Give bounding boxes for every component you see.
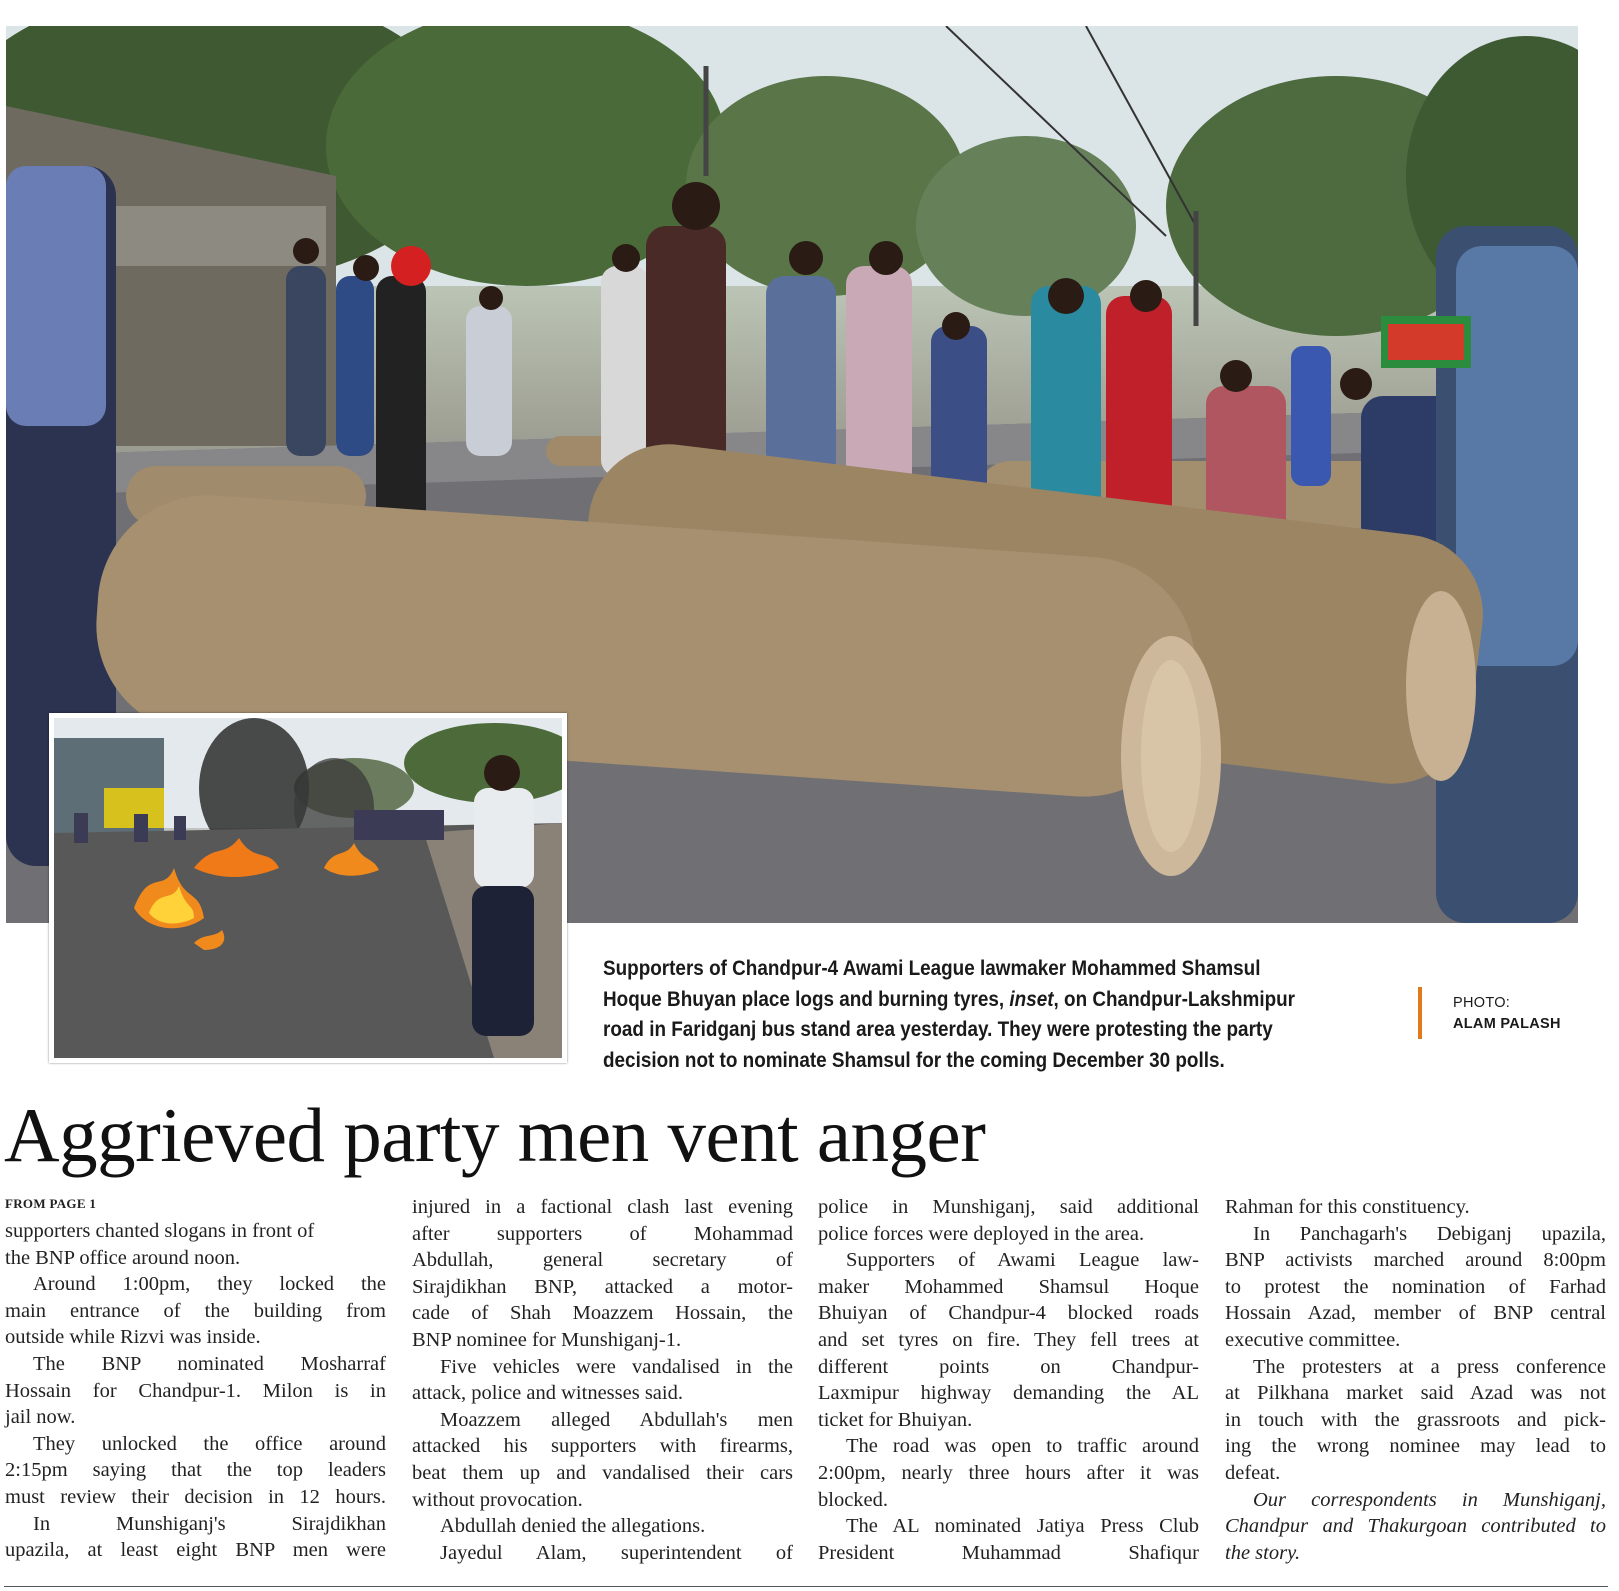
contributors-line: the story.	[1225, 1541, 1301, 1564]
caption-line: Supporters of Chandpur-4 Awami League lawmaker Mohammed Shamsul	[603, 957, 1261, 980]
text-line: executive committee.	[1225, 1328, 1401, 1351]
text-line: to protest the nomination of Farhad	[1225, 1275, 1606, 1298]
caption-text: , on Chandpur-Lakshmipur	[1053, 987, 1296, 1011]
credit-label: PHOTO:	[1453, 995, 1511, 1011]
text-line: supporters chanted slogans in front of	[5, 1220, 315, 1242]
text-line: outside while Rizvi was inside.	[5, 1326, 261, 1349]
caption-line: decision not to nominate Shamsul for the coming December 30 polls.	[603, 1048, 1225, 1072]
article-column-4	[1225, 1194, 1606, 1566]
text-line: different points on Chandpur-	[818, 1355, 1199, 1378]
article-column-2	[412, 1194, 793, 1566]
text-line: The BNP nominated Mosharraf	[33, 1352, 386, 1375]
text-line: BNP activists marched around 8:00pm	[1225, 1249, 1606, 1272]
contributors-line: Our correspondents in Munshiganj,	[1253, 1488, 1606, 1511]
text-line: 2:00pm, nearly three hours after it was	[818, 1461, 1199, 1484]
text-line: must review their decision in 12 hours.	[5, 1485, 386, 1508]
caption-text: Hoque Bhuyan place logs and burning tyres,	[603, 987, 1010, 1011]
text-line: The protesters at a press conference	[1253, 1355, 1606, 1378]
text-line: jail now.	[5, 1406, 76, 1429]
text-line: They unlocked the office around	[33, 1432, 386, 1455]
text-line: upazila, at least eight BNP men were	[5, 1539, 386, 1562]
credit-accent-bar	[1418, 987, 1422, 1039]
burning-tyres-illustration	[54, 718, 562, 1058]
text-line: at Pilkhana market said Azad was not	[1225, 1382, 1606, 1405]
text-line: ticket for Bhuiyan.	[818, 1408, 973, 1431]
text-line: In Munshiganj's Sirajdikhan	[33, 1512, 386, 1535]
text-line: police forces were deployed in the area.	[818, 1222, 1145, 1245]
text-line: cade of Shah Moazzem Hossain, the	[412, 1302, 793, 1325]
credit-name: ALAM PALASH	[1453, 1016, 1561, 1032]
text-line: In Panchagarh's Debiganj upazila,	[1253, 1222, 1606, 1245]
text-line: Hossain for Chandpur-1. Milon is in	[5, 1379, 386, 1402]
inset-photo	[49, 713, 567, 1063]
text-line: Jayedul Alam, superintendent of	[440, 1541, 793, 1564]
caption-line	[603, 985, 1314, 1016]
burning-tyres-photo	[54, 718, 562, 1058]
contributors-line: Chandpur and Thakurgoan contributed to	[1225, 1515, 1606, 1538]
text-line: Sirajdikhan BNP, attacked a motor-	[412, 1275, 793, 1298]
text-line: after supporters of Mohammad	[412, 1222, 793, 1245]
text-line: blocked.	[818, 1488, 889, 1511]
text-line: Hossain Azad, member of BNP central	[1225, 1302, 1606, 1325]
text-line: The AL nominated Jatiya Press Club	[846, 1515, 1199, 1538]
text-line: attack, police and witnesses said.	[412, 1382, 683, 1405]
text-line: 2:15pm saying that the top leaders	[5, 1459, 386, 1482]
text-line: Five vehicles were vandalised in the	[440, 1355, 793, 1378]
text-line: main entrance of the building from	[5, 1299, 386, 1322]
text-line: defeat.	[1225, 1461, 1281, 1484]
continuation-kicker: FROM PAGE 1	[5, 1196, 97, 1211]
article-column-3	[818, 1194, 1199, 1566]
headline: Aggrieved party men vent anger	[4, 1092, 986, 1178]
text-line: beat them up and vandalised their cars	[412, 1461, 793, 1484]
text-line: the BNP office around noon.	[5, 1246, 241, 1269]
article-column-1	[5, 1218, 386, 1564]
text-line: BNP nominee for Munshiganj-1.	[412, 1328, 682, 1351]
text-line: police in Munshiganj, said additional	[818, 1196, 1199, 1218]
photo-credit	[1453, 993, 1561, 1035]
text-line: Abdullah denied the allegations.	[440, 1515, 706, 1538]
text-line: injured in a factional clash last evening	[412, 1196, 793, 1218]
text-line: maker Mohammed Shamsul Hoque	[818, 1275, 1199, 1298]
text-line: Around 1:00pm, they locked the	[33, 1273, 386, 1296]
text-line: Abdullah, general secretary of	[412, 1249, 793, 1272]
caption-inset-word: inset	[1009, 987, 1054, 1011]
text-line: Supporters of Awami League law-	[846, 1249, 1199, 1272]
text-line: attacked his supporters with firearms,	[412, 1435, 793, 1458]
text-line: Moazzem alleged Abdullah's men	[440, 1408, 793, 1431]
bottom-rule	[4, 1586, 1608, 1587]
photo-caption	[603, 954, 1314, 1076]
text-line: Laxmipur highway demanding the AL	[818, 1382, 1199, 1405]
text-line: The road was open to traffic around	[846, 1435, 1199, 1458]
text-line: Rahman for this constituency.	[1225, 1196, 1470, 1218]
text-line: without provocation.	[412, 1488, 583, 1511]
text-line: in touch with the grassroots and pick-	[1225, 1408, 1606, 1431]
text-line: and set tyres on fire. They fell trees at	[818, 1328, 1199, 1351]
caption-line: road in Faridganj bus stand area yesterday. They were protesting the party	[603, 1018, 1273, 1041]
text-line: ing the wrong nominee may lead to	[1225, 1435, 1606, 1458]
text-line: Bhuiyan of Chandpur-4 blocked roads	[818, 1302, 1199, 1325]
text-line: President Muhammad Shafiqur	[818, 1541, 1199, 1564]
